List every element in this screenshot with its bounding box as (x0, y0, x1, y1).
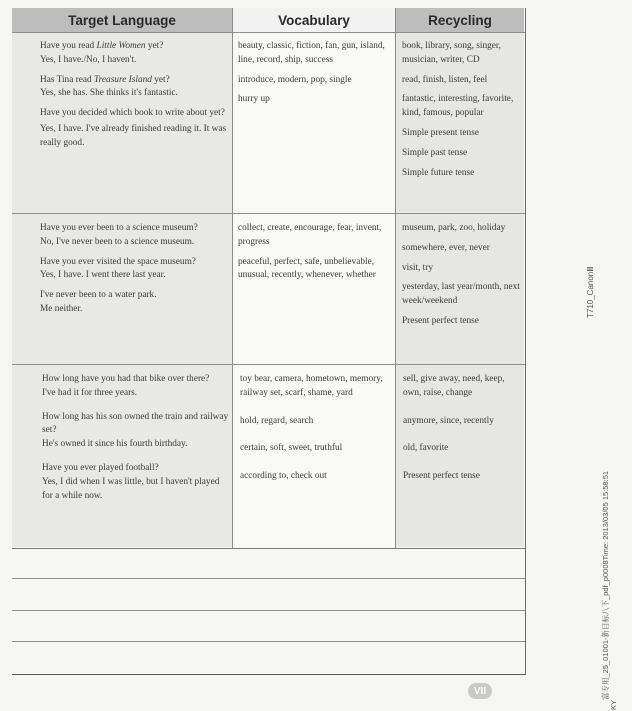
target-line: Yes, I have. I've already finished reading it. It was really good. (40, 123, 227, 148)
recycling-group: Simple present tense (402, 127, 479, 138)
target-line: No, I've never been to a science museum. (40, 236, 195, 247)
print-timestamp: 富专用_25_01001-新目标八下_pdf_p0008Time: 2013/03/05 15:58:51 (601, 470, 610, 700)
header-target-language: Target Language (12, 8, 232, 32)
recycling-group: yesterday, last year/month, next week/weekend (402, 282, 520, 307)
table-right-border (525, 8, 526, 674)
row-divider-3 (12, 548, 525, 549)
vocab-group: hurry up (238, 94, 270, 105)
target-line: Yes, I have./No, I haven't. (40, 54, 137, 65)
recycling-group: museum, park, zoo, holiday (402, 223, 506, 233)
vocab-group: hold, regard, search (240, 415, 314, 426)
vocab-group: introduce, modern, pop, single (238, 74, 352, 85)
target-line: Have you decided which book to write about yet? (40, 108, 225, 119)
row1-vocabulary (238, 40, 392, 113)
vocab-group: toy bear, camera, hometown, memory, railway set, scarf, shame, yard (240, 374, 383, 398)
vocab-group: peaceful, perfect, safe, unbelievable, unusual, recently, whenever, whether (238, 256, 376, 281)
table-bottom-border (12, 674, 526, 675)
column-divider-1 (232, 8, 233, 548)
vocab-group: certain, soft, sweet, truthful (240, 443, 343, 454)
row2-vocabulary (238, 222, 394, 289)
target-line: I've never been to a water park. (40, 290, 157, 301)
target-line: Have you ever visited the space museum? (40, 256, 196, 267)
target-line: He's owned it since his fourth birthday. (42, 439, 188, 450)
row2-recycling (402, 222, 522, 335)
recycling-group: read, finish, listen, feel (402, 74, 488, 85)
recycling-group: Present perfect tense (402, 315, 479, 326)
target-line: Yes, I did when I was little, but I haven't played for a while now. (42, 476, 220, 501)
recycling-group: Present perfect tense (403, 471, 480, 482)
row1-target-language (40, 40, 228, 157)
note-line-3 (12, 641, 525, 642)
target-line: Yes, she has. She thinks it's fantastic. (40, 88, 178, 99)
target-line: Has Tina read Treasure Island yet? (40, 74, 170, 85)
header-divider (12, 32, 525, 33)
scanner-stamp: T710_CanonⅢ (586, 266, 595, 318)
row2-target-language (40, 222, 228, 323)
recycling-group: sell, give away, need, keep, own, raise, change (403, 374, 505, 398)
note-line-1 (12, 578, 525, 579)
target-line: Have you ever been to a science museum? (40, 223, 198, 233)
recycling-group: fantastic, interesting, favorite, kind, famous, popular (402, 94, 514, 119)
target-line: How long have you had that bike over there? (42, 374, 210, 384)
recycling-group: old, favorite (403, 443, 449, 454)
target-line: Have you read Little Women yet? (40, 41, 164, 51)
target-line: Yes, I have. I went there last year. (40, 270, 166, 281)
row-divider-1 (12, 213, 525, 214)
vocab-group: collect, create, encourage, fear, invent, progress (238, 223, 382, 247)
page-number-badge: VII (468, 683, 492, 699)
target-line: How long has his son owned the train and railway set? (42, 411, 229, 436)
row1-recycling (402, 40, 522, 186)
recycling-group: somewhere, ever, never (402, 242, 490, 253)
recycling-group: visit, try (402, 262, 433, 273)
note-line-2 (12, 610, 525, 611)
row3-recycling (403, 373, 523, 490)
vocab-group: beauty, classic, fiction, fan, gun, island, line, record, ship, success (238, 41, 385, 65)
header-vocabulary: Vocabulary (233, 8, 395, 32)
row-divider-2 (12, 364, 525, 365)
target-line: I've had it for three years. (42, 387, 138, 398)
target-line: Me neither. (40, 303, 83, 314)
row3-target-language (42, 373, 230, 509)
recycling-group: Simple future tense (402, 167, 475, 178)
print-mark: KY (609, 699, 618, 710)
row3-vocabulary (240, 373, 392, 490)
vocab-group: according to, check out (240, 471, 327, 482)
recycling-group: book, library, song, singer, musician, writer, CD (402, 41, 501, 65)
column-divider-2 (395, 8, 396, 548)
header-recycling: Recycling (396, 8, 524, 32)
recycling-group: Simple past tense (402, 147, 468, 158)
recycling-group: anymore, since, recently (403, 415, 494, 426)
target-line: Have you ever played football? (42, 462, 159, 473)
